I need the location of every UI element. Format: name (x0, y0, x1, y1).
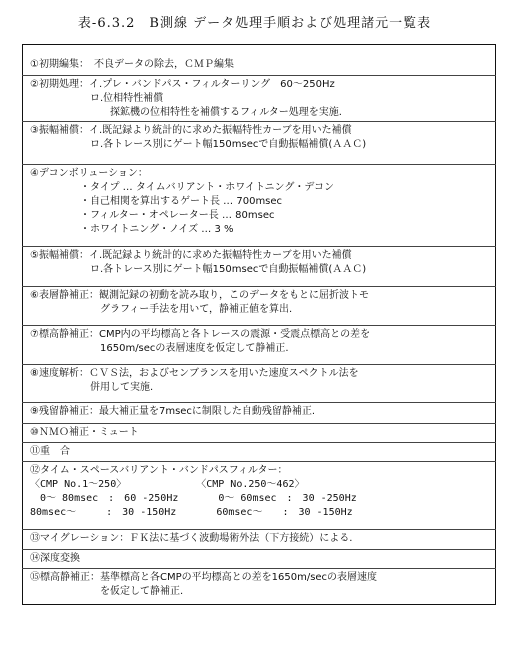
step-11 (30, 445, 490, 459)
step-line: ④デコンボリューション： (30, 168, 148, 179)
row-divider (22, 442, 496, 443)
row-divider (22, 549, 496, 550)
step-line: ⑤振幅補償：イ.既記録より統計的に求めた振幅特性カーブを用いた補償 (30, 250, 352, 261)
step-line: ⑥表層静補正：観測記録の初動を読み取り，このデータをもとに屈折波トモ (30, 290, 369, 301)
row-divider (22, 325, 496, 326)
row-divider (22, 75, 496, 76)
step-line: グラフィー手法を用いて，静補正値を算出. (30, 304, 293, 315)
step-9 (30, 405, 490, 419)
step-4 (30, 167, 490, 237)
step-line: ⑫タイム・スペースバリアント・バンドパスフィルター： (30, 465, 288, 476)
step-line: ⑬マイグレーション：ＦＫ法に基づく波動場術外法（下方接続）による. (30, 533, 353, 544)
step-1 (30, 58, 490, 72)
step-line: 〈CMP No.1～250〉 〈CMP No.250～462〉 (30, 479, 305, 490)
table-title: 表-6.3.2 B測線 データ処理手順および処理諸元一覧表 (77, 16, 432, 31)
step-5 (30, 249, 490, 277)
step-line: 1650m/secの表層速度を仮定して静補正. (30, 343, 289, 354)
step-7 (30, 328, 490, 356)
step-line: ・自己相関を算出するゲート長 … 700msec (30, 196, 283, 207)
row-divider (22, 402, 496, 403)
step-line: ・タイプ … タイムバリアント・ホワイトニング・デコン (30, 182, 334, 193)
step-line: ⑭深度変換 (30, 553, 80, 564)
step-10 (30, 426, 490, 440)
step-line: ・ホワイトニング・ノイズ … 3 % (30, 224, 234, 235)
step-line: ①初期編集： 不良データの除去，ＣＭＰ編集 (30, 59, 234, 70)
step-3 (30, 124, 490, 152)
step-12 (30, 464, 490, 520)
row-divider (22, 164, 496, 165)
step-line: 80msec～ : 30 -150Hz 60msec～ : 30 -150Hz (30, 507, 353, 518)
step-line: 探鉱機の位相特性を補償するフィルター処理を実施. (30, 107, 342, 118)
step-line: ロ.各トレース別にゲート幅150msecで自動振幅補償(ＡＡＣ) (30, 264, 367, 275)
step-13 (30, 532, 490, 546)
step-line: ③振幅補償：イ.既記録より統計的に求めた振幅特性カーブを用いた補償 (30, 125, 352, 136)
step-line: ロ.各トレース別にゲート幅150msecで自動振幅補償(ＡＡＣ) (30, 139, 367, 150)
step-line: 0～ 80msec : 60 -250Hz 0～ 60msec : 30 -250Hz (30, 493, 357, 504)
step-2 (30, 78, 490, 120)
row-divider (22, 423, 496, 424)
step-line: ⑩ＮＭＯ補正・ミュート (30, 427, 139, 438)
step-line: ・フィルター・オペレーター長 … 80msec (30, 210, 275, 221)
row-divider (22, 568, 496, 569)
step-line: ⑦標高静補正：CMP内の平均標高と各トレースの震源・受震点標高との差を (30, 329, 371, 340)
step-line: ⑪重 合 (30, 446, 70, 457)
row-divider (22, 461, 496, 462)
step-6 (30, 289, 490, 317)
row-divider (22, 364, 496, 365)
row-divider (22, 246, 496, 247)
step-14 (30, 552, 490, 566)
step-line: を仮定して静補正. (30, 586, 184, 597)
step-8 (30, 367, 490, 395)
step-line: 併用して実施. (30, 382, 154, 393)
row-divider (22, 286, 496, 287)
step-line: ⑮標高静補正：基準標高と各CMPの平均標高との差を1650m/secの表層速度 (30, 572, 378, 583)
step-line: ロ.位相特性補償 (30, 93, 164, 104)
row-divider (22, 529, 496, 530)
step-line: ②初期処理：イ.プレ・バンドパス・フィルターリング 60～250Hz (30, 79, 335, 90)
step-line: ⑧速度解析：ＣＶＳ法，およびセンブランスを用いた速度スペクトル法を (30, 368, 359, 379)
row-divider (22, 121, 496, 122)
step-15 (30, 571, 490, 599)
step-line: ⑨残留静補正：最大補正量を7msecに制限した自動残留静補正. (30, 406, 316, 417)
